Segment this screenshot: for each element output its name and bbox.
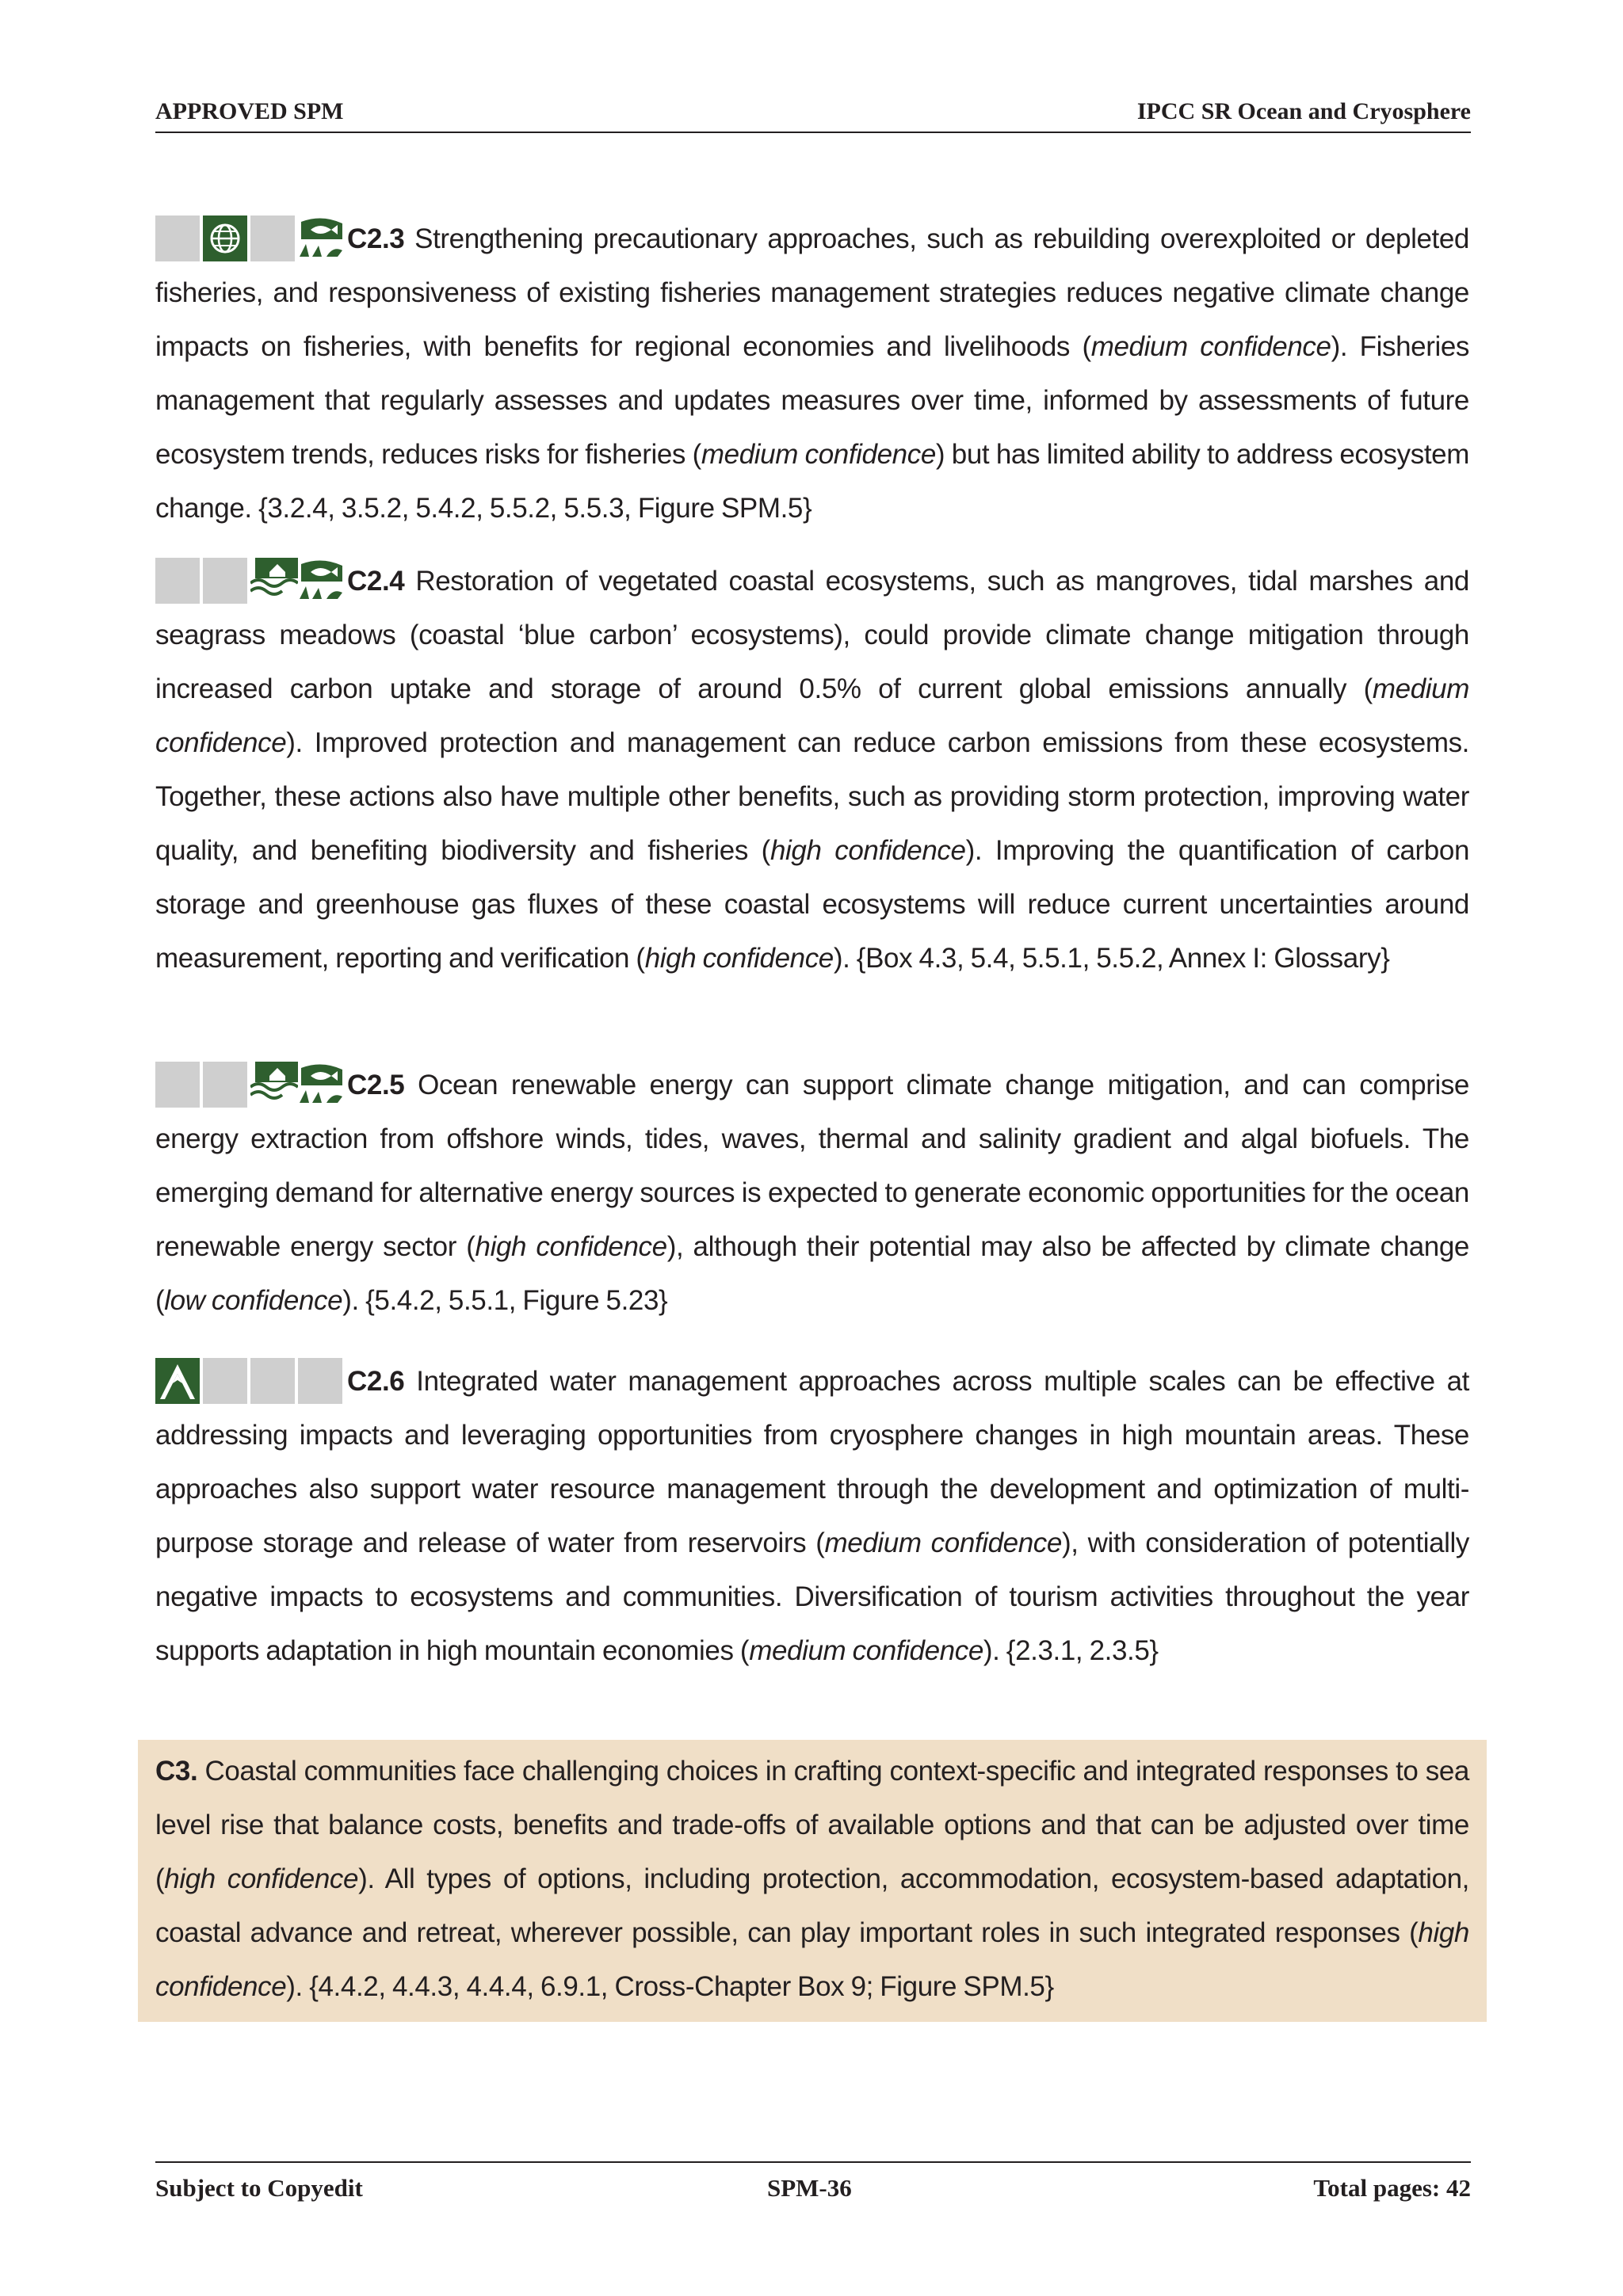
icon-strip	[155, 215, 346, 261]
paragraph-text: ). Improving the quantification of carbon storage and greenhouse gas fluxes of these coastal ecosystems will reduce current uncertainties around measurement, reporting and verification (	[155, 835, 1470, 974]
empty-icon-slot	[298, 1358, 342, 1404]
paragraph-text: ). {Box 4.3, 5.4, 5.5.1, 5.5.2, Annex I: Glossary}	[833, 943, 1390, 974]
icon-strip	[155, 558, 346, 604]
confidence-term: high confidence	[644, 943, 834, 974]
confidence-term: high confidence	[155, 1917, 1469, 2002]
paragraph-c2-4	[155, 555, 1469, 986]
page-footer	[155, 2161, 1471, 2210]
paragraph-text: Coastal communities face challenging choices in crafting context-specific and integrated responses to sea level rise that balance costs, benefits and trade-offs of available options and that can be adjusted over time (	[155, 1756, 1469, 1894]
empty-icon-slot	[155, 215, 200, 261]
confidence-term: high confidence	[164, 1863, 359, 1894]
paragraph-text: Strengthening precautionary approaches, such as rebuilding overexploited or depleted fisheries, and responsiveness of existing fisheries management strategies reduces negative climate change impacts on fisheries, with benefits for regional economies and livelihoods (	[155, 223, 1469, 362]
paragraph-text: ). All types of options, including protection, accommodation, ecosystem-based adaptation, coastal advance and retreat, wherever possible, can play important roles in such integrated responses (	[155, 1863, 1469, 1948]
paragraph-text: Restoration of vegetated coastal ecosystems, such as mangroves, tidal marshes and seagrass meadows (coastal ‘blue carbon’ ecosystems), could provide climate change mitigation through increased carbon uptake and storage of around 0.5% of current global emissions annually (	[155, 566, 1469, 704]
paragraph-text: Integrated water management approaches across multiple scales can be effective at addressing impacts and leveraging opportunities from cryosphere changes in high mountain areas. These approaches also support water resource management through the development and optimization of multi-purpose storage and release of water from reservoirs (	[155, 1366, 1469, 1558]
footer-total-pages: Total pages: 42	[1313, 2174, 1471, 2202]
fisheries-icon	[298, 558, 342, 604]
paragraph-c2-6	[155, 1355, 1469, 1678]
empty-icon-slot	[250, 1358, 295, 1404]
paragraph-text: ). {4.4.2, 4.4.3, 4.4.4, 6.9.1, Cross-Chapter Box 9; Figure SPM.5}	[286, 1971, 1054, 2002]
confidence-term: medium confidence	[155, 673, 1469, 758]
paragraph-number: C3.	[155, 1756, 198, 1787]
confidence-term: medium confidence	[749, 1635, 983, 1666]
paragraph-text: ). {2.3.1, 2.3.5}	[983, 1635, 1159, 1666]
fisheries-icon	[298, 1062, 342, 1108]
paragraph-number: C2.4	[347, 566, 405, 597]
empty-icon-slot	[155, 1062, 200, 1108]
empty-icon-slot	[203, 558, 247, 604]
confidence-term: low confidence	[164, 1285, 343, 1316]
headline-statement-box	[138, 1740, 1487, 2022]
mountain-icon	[155, 1358, 200, 1404]
paragraph-text: ). {5.4.2, 5.5.1, Figure 5.23}	[342, 1285, 668, 1316]
paragraph-text: ). Fisheries management that regularly assesses and updates measures over time, informed by assessments of future ecosystem trends, reduces risks for fisheries (	[155, 331, 1470, 470]
icon-strip	[155, 1358, 346, 1404]
confidence-term: high confidence	[475, 1231, 667, 1262]
paragraph-text: ), with consideration of potentially negative impacts to ecosystems and communities. Diversification of tourism activities throughout the year supports adaptation in high mountain economies (	[155, 1527, 1469, 1666]
paragraph-text: ) but has limited ability to address ecosystem change. {3.2.4, 3.5.2, 5.4.2, 5.5.2, 5.5.3, Figure SPM.5}	[155, 439, 1469, 524]
empty-icon-slot	[203, 1358, 247, 1404]
confidence-term: medium confidence	[701, 439, 936, 470]
footer-left-label: Subject to Copyedit	[155, 2174, 363, 2202]
coast-icon	[250, 1062, 295, 1108]
icon-strip	[155, 1062, 346, 1108]
paragraph-number: C2.6	[347, 1366, 405, 1397]
empty-icon-slot	[155, 558, 200, 604]
header-left-label: APPROVED SPM	[155, 98, 344, 124]
header-right-label: IPCC SR Ocean and Cryosphere	[1136, 98, 1471, 124]
empty-icon-slot	[203, 1062, 247, 1108]
paragraph-number: C2.5	[347, 1070, 405, 1100]
page-header	[155, 93, 1471, 133]
confidence-term: medium confidence	[824, 1527, 1062, 1558]
page-number: SPM-36	[767, 2174, 852, 2202]
paragraph-number: C2.3	[347, 223, 405, 254]
paragraph-c2-3	[155, 212, 1469, 536]
paragraph-text: ), although their potential may also be affected by climate change (	[155, 1231, 1469, 1316]
confidence-term: medium confidence	[1090, 331, 1331, 362]
paragraph-c2-5	[155, 1058, 1469, 1328]
globe-icon	[203, 215, 247, 261]
fisheries-icon	[298, 215, 342, 261]
confidence-term: high confidence	[769, 835, 966, 866]
empty-icon-slot	[250, 215, 295, 261]
paragraph-text: Ocean renewable energy can support climate change mitigation, and can comprise energy extraction from offshore winds, tides, waves, thermal and salinity gradient and algal biofuels. The emerging demand for alternative energy sources is expected to generate economic opportunities for the ocean renewable energy sector (	[155, 1070, 1469, 1262]
paragraph-c3	[155, 1745, 1469, 2014]
paragraph-text: ). Improved protection and management can reduce carbon emissions from these ecosystems. Together, these actions also have multiple other benefits, such as providing storm protection, improving water quality, and benefiting biodiversity and fisheries (	[155, 727, 1469, 866]
coast-icon	[250, 558, 295, 604]
